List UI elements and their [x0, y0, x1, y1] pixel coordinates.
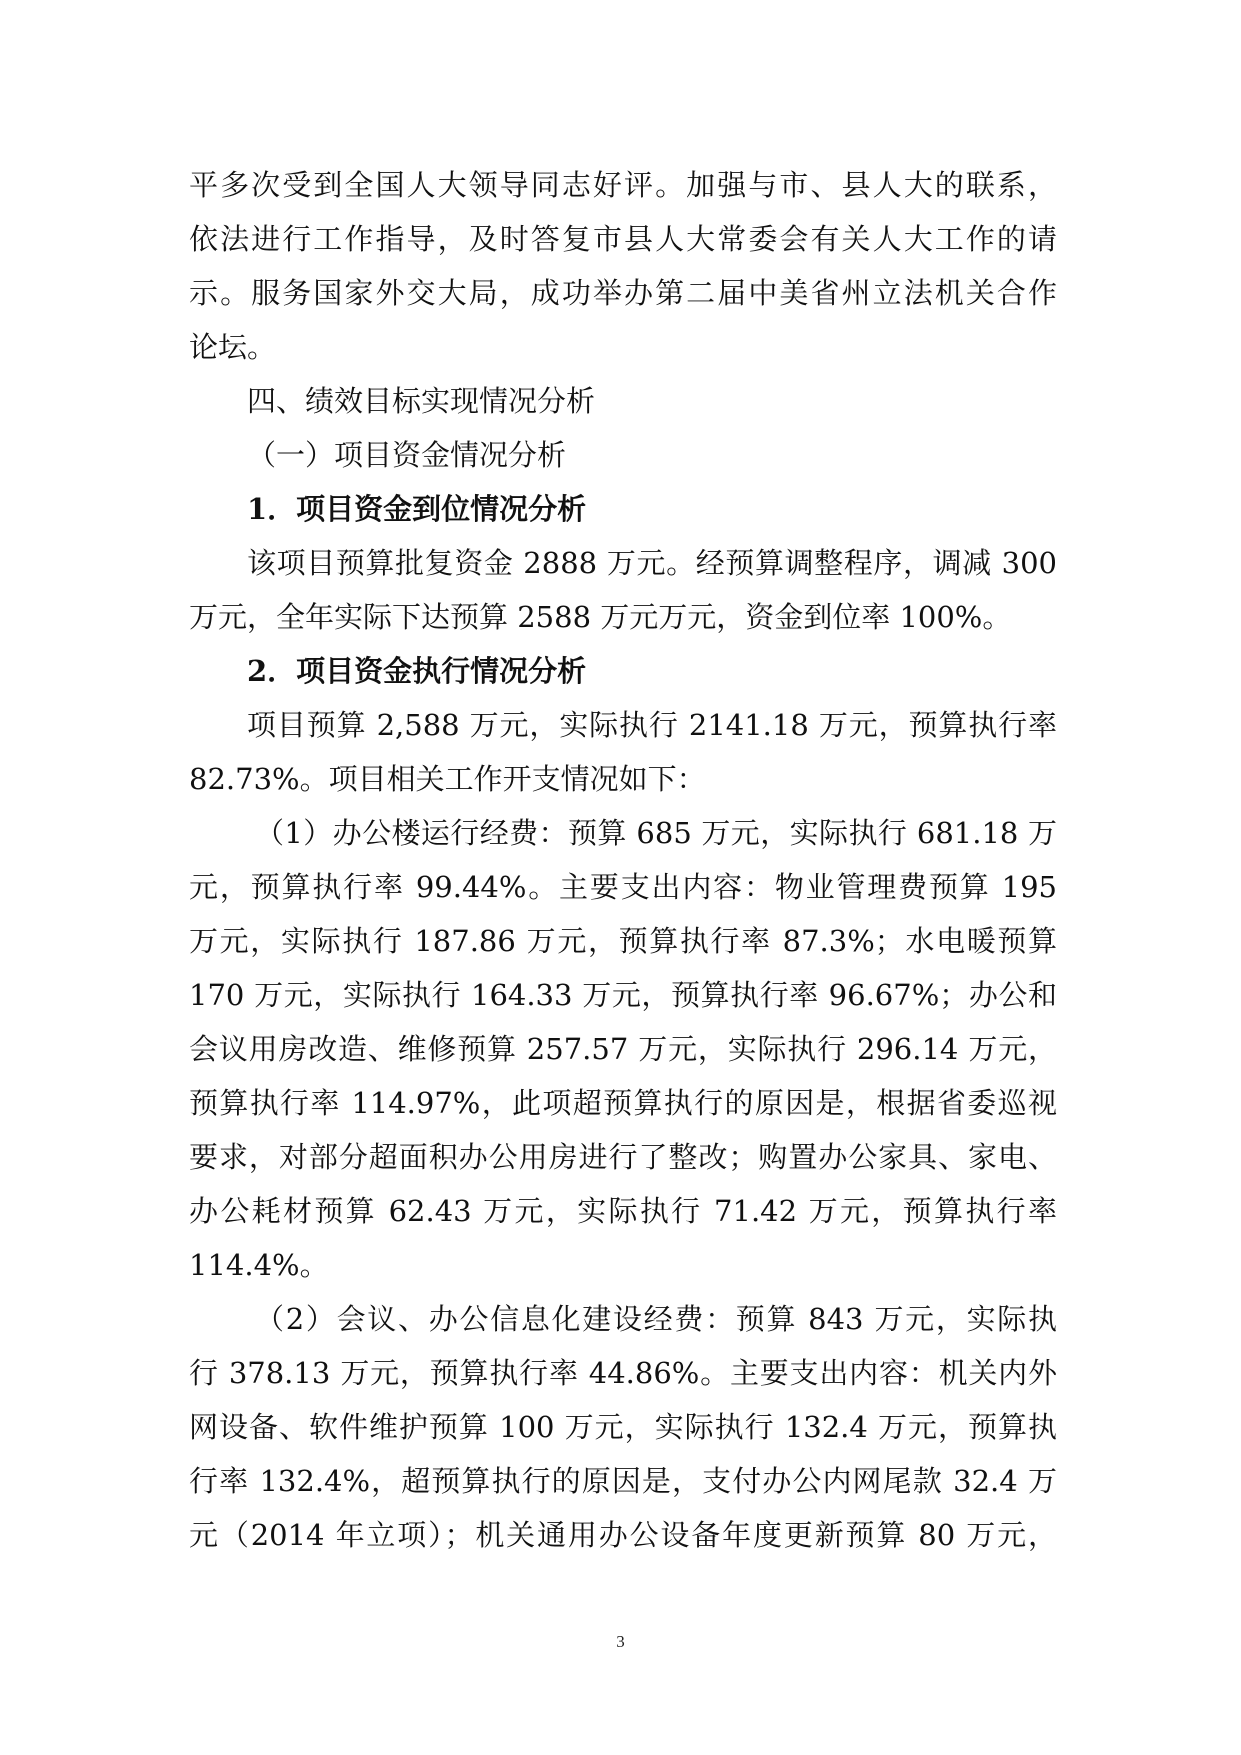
text-line: 办公耗材预算 62.43 万元，实际执行 71.42 万元，预算执行率 — [189, 1194, 1057, 1228]
subsection-heading: （一）项目资金情况分析 — [247, 438, 567, 472]
document-body — [189, 158, 1057, 1562]
paragraph-continuation — [189, 158, 1057, 374]
text-line: 预算执行率 114.97%，此项超预算执行的原因是，根据省委巡视 — [189, 1086, 1057, 1120]
text-line: （1）办公楼运行经费：预算 685 万元，实际执行 681.18 万 — [255, 816, 1057, 850]
text-line: 论坛。 — [189, 330, 277, 364]
text-line: 平多次受到全国人大领导同志好评。加强与市、县人大的联系， — [189, 168, 1057, 202]
text-line: 要求，对部分超面积办公用房进行了整改；购置办公家具、家电、 — [189, 1140, 1057, 1174]
text-line: 项目预算 2,588 万元，实际执行 2141.18 万元，预算执行率 — [247, 708, 1057, 742]
text-line: 元（2014 年立项）；机关通用办公设备年度更新预算 80 万元， — [189, 1518, 1057, 1552]
text-line: 该项目预算批复资金 2888 万元。经预算调整程序，调减 300 — [247, 546, 1057, 580]
text-line: 82.73%。项目相关工作开支情况如下： — [189, 762, 706, 796]
page-number: 3 — [616, 1632, 625, 1651]
text-line: （2）会议、办公信息化建设经费：预算 843 万元，实际执 — [255, 1302, 1057, 1336]
section-heading: 四、绩效目标实现情况分析 — [247, 384, 596, 418]
item-heading-2: 2．项目资金执行情况分析 — [247, 654, 587, 688]
paragraph-office-building — [189, 806, 1057, 1292]
text-line: 万元，全年实际下达预算 2588 万元万元，资金到位率 100%。 — [189, 600, 1012, 634]
text-line: 万元，实际执行 187.86 万元，预算执行率 87.3%；水电暖预算 — [189, 924, 1057, 958]
text-line: 170 万元，实际执行 164.33 万元，预算执行率 96.67%；办公和 — [189, 978, 1057, 1012]
text-line: 示。服务国家外交大局，成功举办第二届中美省州立法机关合作 — [189, 276, 1057, 310]
item-heading-1: 1．项目资金到位情况分析 — [247, 492, 587, 526]
text-line: 会议用房改造、维修预算 257.57 万元，实际执行 296.14 万元， — [189, 1032, 1057, 1066]
text-line: 依法进行工作指导，及时答复市县人大常委会有关人大工作的请 — [189, 222, 1057, 256]
text-line: 114.4%。 — [189, 1248, 329, 1282]
text-line: 元，预算执行率 99.44%。主要支出内容：物业管理费预算 195 — [189, 870, 1057, 904]
paragraph-funds-execution — [189, 698, 1057, 806]
paragraph-it-construction — [189, 1292, 1057, 1562]
text-line: 行 378.13 万元，预算执行率 44.86%。主要支出内容：机关内外 — [189, 1356, 1057, 1390]
text-line: 网设备、软件维护预算 100 万元，实际执行 132.4 万元，预算执 — [189, 1410, 1057, 1444]
text-line: 行率 132.4%，超预算执行的原因是，支付办公内网尾款 32.4 万 — [189, 1464, 1057, 1498]
paragraph-funds-arrival — [189, 536, 1057, 644]
